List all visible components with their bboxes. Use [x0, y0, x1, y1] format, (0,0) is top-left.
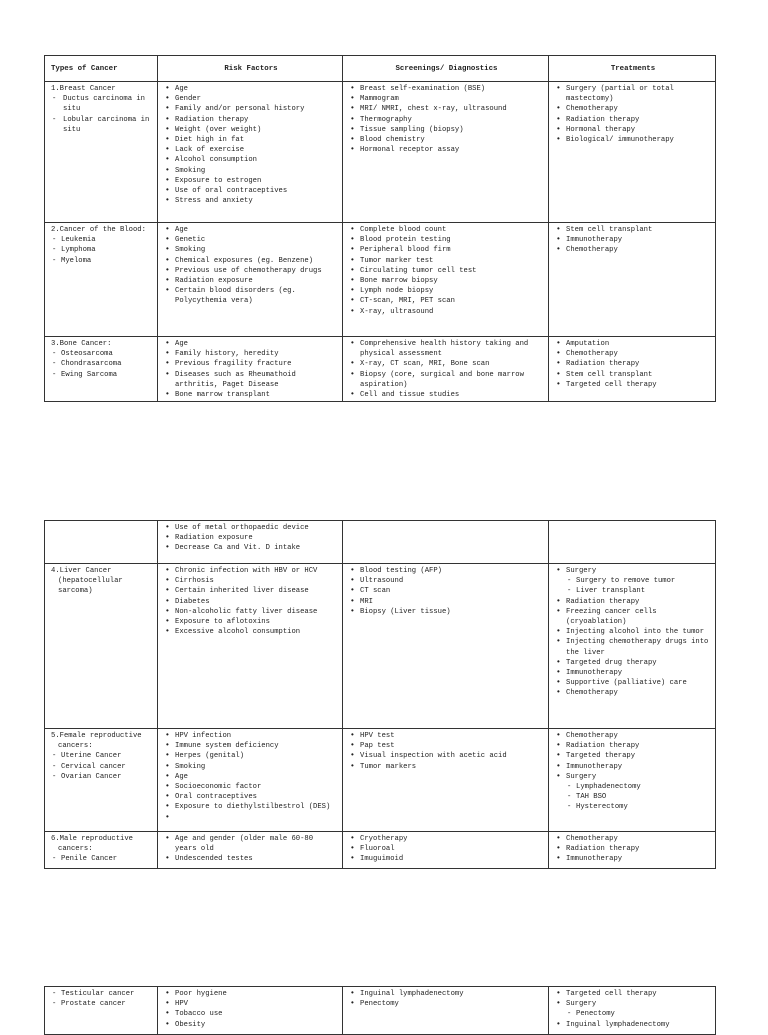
treatment-surgery-label: Surgery: [566, 567, 597, 575]
list-item: • Age: [164, 772, 338, 782]
risk-factor-list: [164, 566, 338, 637]
risk-factor-list: [164, 339, 338, 400]
cancer-type-title: 1.Breast Cancer: [51, 85, 116, 93]
list-item: • Blood testing (AFP): [349, 566, 544, 576]
cell-risk-factors: [158, 82, 343, 223]
risk-factor-list: [164, 731, 338, 823]
cell-screenings: [343, 832, 549, 869]
list-item: • Age: [164, 339, 338, 349]
list-item: • Targeted drug therapy: [555, 658, 711, 668]
list-item: • HPV: [164, 999, 338, 1009]
cancer-subtype-list: [51, 751, 153, 782]
list-item: • Excessive alcohol consumption: [164, 627, 338, 637]
list-item: • Chronic infection with HBV or HCV: [164, 566, 338, 576]
list-item: • Targeted therapy: [555, 751, 711, 761]
cancer-subtype: - Lymphoma: [51, 245, 153, 255]
list-item: • Gender: [164, 94, 338, 104]
list-item: • Comprehensive health history taking and physical assessment: [349, 339, 544, 359]
list-item: - Liver transplant: [566, 586, 711, 596]
list-item: • Injecting chemotherapy drugs into the liver: [555, 637, 711, 657]
table-row-male-reproductive-cancers-continued: [45, 987, 716, 1035]
treatment-list: [555, 339, 711, 390]
list-item: • Biopsy (Liver tissue): [349, 607, 544, 617]
cell-screenings: [343, 564, 549, 729]
cancer-subtype: - Ewing Sarcoma: [51, 370, 153, 380]
list-item: • Exposure to aflotoxins: [164, 617, 338, 627]
list-item: • Targeted cell therapy: [555, 989, 711, 999]
list-item: • Diet high in fat: [164, 135, 338, 145]
list-item: • Diabetes: [164, 597, 338, 607]
cancer-subtype: - Osteosarcoma: [51, 349, 153, 359]
list-item: • Certain inherited liver disease: [164, 586, 338, 596]
table-row-liver-cancer: [45, 564, 716, 729]
list-item: • Diseases such as Rheumathoid arthritis, Paget Disease: [164, 370, 338, 390]
cancer-subtype: - Leukemia: [51, 235, 153, 245]
cell-screenings: [343, 729, 549, 832]
risk-factor-list: [164, 523, 338, 554]
list-item: • Supportive (palliative) care: [555, 678, 711, 688]
list-item: • Previous fragility fracture: [164, 359, 338, 369]
cancer-subtype: - Ovarian Cancer: [51, 772, 153, 782]
list-item: - Surgery to remove tumor: [566, 576, 711, 586]
list-item: • Smoking: [164, 762, 338, 772]
cancer-table-page-1: [44, 55, 716, 402]
list-item: • Inguinal lymphadenectomy: [555, 1020, 711, 1030]
cancer-subtype: - Lobular carcinoma in situ: [51, 115, 153, 135]
list-item: • Freezing cancer cells (cryoablation): [555, 607, 711, 627]
cell-cancer-type: [45, 832, 158, 869]
cell-screenings: [343, 223, 549, 337]
list-item: • Chemotherapy: [555, 731, 711, 741]
risk-factor-list: [164, 225, 338, 307]
list-item: • Amputation: [555, 339, 711, 349]
cancer-table-page-3: [44, 986, 716, 1035]
list-item: • Thermography: [349, 115, 544, 125]
cancer-type-title: 5.Female reproductive cancers:: [51, 732, 142, 751]
list-item: • Circulating tumor cell test: [349, 266, 544, 276]
cell-treatments: [549, 987, 716, 1035]
list-item: • Family and/or personal history: [164, 104, 338, 114]
list-item: • HPV infection: [164, 731, 338, 741]
cell-cancer-type: [45, 564, 158, 729]
list-item: • Immunotherapy: [555, 668, 711, 678]
cancer-subtype: - Myeloma: [51, 256, 153, 266]
list-item: • Targeted cell therapy: [555, 380, 711, 390]
risk-factor-list: [164, 834, 338, 865]
list-item: • Visual inspection with acetic acid: [349, 751, 544, 761]
list-item: • Chemotherapy: [555, 245, 711, 255]
list-item: • Bone marrow transplant: [164, 390, 338, 400]
list-item: • MRI: [349, 597, 544, 607]
list-item: • Inguinal lymphadenectomy: [349, 989, 544, 999]
cell-cancer-type: [45, 521, 158, 564]
list-item: • Biopsy (core, surgical and bone marrow aspiration): [349, 370, 544, 390]
treatment-list: [555, 84, 711, 145]
cell-cancer-type: [45, 987, 158, 1035]
screening-list: [349, 339, 544, 400]
list-item: • Radiation therapy: [555, 844, 711, 854]
cancer-type-title: 6.Male reproductive cancers:: [51, 835, 133, 854]
list-item: • Stem cell transplant: [555, 225, 711, 235]
list-item: • Blood protein testing: [349, 235, 544, 245]
header-types-of-cancer: Types of Cancer: [45, 56, 158, 82]
table-row-breast-cancer: [45, 82, 716, 223]
list-item: • Exposure to diethylstilbestrol (DES): [164, 802, 338, 812]
table-row-blood-cancer: [45, 223, 716, 337]
list-item: • Immune system deficiency: [164, 741, 338, 751]
header-treatments: Treatments: [549, 56, 716, 82]
screening-list: [349, 731, 544, 772]
header-risk-factors: Risk Factors: [158, 56, 343, 82]
list-item: • Surgery (partial or total mastectomy): [555, 84, 711, 104]
list-item: • Radiation exposure: [164, 533, 338, 543]
list-item: • Tissue sampling (biopsy): [349, 125, 544, 135]
list-item: • Undescended testes: [164, 854, 338, 864]
list-item: • Radiation therapy: [555, 597, 711, 607]
list-item: • Complete blood count: [349, 225, 544, 235]
list-item: • Pap test: [349, 741, 544, 751]
risk-factor-list: [164, 84, 338, 206]
cell-screenings: [343, 987, 549, 1035]
list-item: • Exposure to estrogen: [164, 176, 338, 186]
cell-risk-factors: [158, 832, 343, 869]
list-item: • Chemical exposures (eg. Benzene): [164, 256, 338, 266]
screening-list: [349, 989, 544, 1009]
list-item: • Penectomy: [349, 999, 544, 1009]
list-item: • Radiation therapy: [555, 741, 711, 751]
list-item: • Cryotherapy: [349, 834, 544, 844]
list-item: • Use of metal orthopaedic device: [164, 523, 338, 533]
list-item: • Smoking: [164, 166, 338, 176]
cancer-type-title: 3.Bone Cancer:: [51, 340, 112, 348]
surgery-sub-list: [566, 782, 711, 813]
cancer-table-page-2: [44, 520, 716, 869]
screening-list: [349, 84, 544, 155]
list-item: • Ultrasound: [349, 576, 544, 586]
screening-list: [349, 566, 544, 617]
list-item: • Age and gender (older male 60-80 years old: [164, 834, 338, 854]
treatment-list: [555, 566, 711, 699]
list-item: • Certain blood disorders (eg. Polycythemia vera): [164, 286, 338, 306]
list-item: • Injecting alcohol into the tumor: [555, 627, 711, 637]
list-item: • CT scan: [349, 586, 544, 596]
table-row-female-reproductive-cancers: [45, 729, 716, 832]
cell-risk-factors: [158, 337, 343, 402]
list-item: • Tobacco use: [164, 1009, 338, 1019]
table-row-bone-cancer-continued: [45, 521, 716, 564]
list-item: • MRI/ NMRI, chest x-ray, ultrasound: [349, 104, 544, 114]
list-item: • Lack of exercise: [164, 145, 338, 155]
list-item: • Chemotherapy: [555, 104, 711, 114]
treatment-list: [555, 225, 711, 256]
list-item: • Chemotherapy: [555, 834, 711, 844]
list-item: • Genetic: [164, 235, 338, 245]
list-item: - Penectomy: [566, 1009, 711, 1019]
list-item: • Radiation therapy: [164, 115, 338, 125]
list-item: • Imuguimoid: [349, 854, 544, 864]
list-item: • Biological/ immunotherapy: [555, 135, 711, 145]
cancer-type-title: 2.Cancer of the Blood:: [51, 226, 146, 234]
cell-risk-factors: [158, 729, 343, 832]
list-item: • Immunotherapy: [555, 762, 711, 772]
screening-list: [349, 225, 544, 317]
list-item: • Immunotherapy: [555, 235, 711, 245]
cancer-subtype: - Penile Cancer: [51, 854, 153, 864]
list-item: • Peripheral blood firm: [349, 245, 544, 255]
list-item: [164, 813, 338, 823]
cell-treatments: [549, 832, 716, 869]
cancer-type-title: 4.Liver Cancer (hepatocellular sarcoma): [51, 567, 123, 596]
cancer-subtype-list: [51, 94, 153, 135]
list-item: [555, 772, 711, 813]
list-item: • Oral contraceptives: [164, 792, 338, 802]
cell-treatments: [549, 82, 716, 223]
list-item: • Lymph node biopsy: [349, 286, 544, 296]
list-item: • Stress and anxiety: [164, 196, 338, 206]
treatment-surgery-label: Surgery: [566, 772, 597, 781]
list-item: • Immunotherapy: [555, 854, 711, 864]
cell-treatments: [549, 223, 716, 337]
cell-screenings: [343, 337, 549, 402]
list-item: • Hormonal therapy: [555, 125, 711, 135]
list-item: - Lymphadenectomy: [566, 782, 711, 792]
cell-treatments: [549, 521, 716, 564]
cell-cancer-type: [45, 82, 158, 223]
list-item: • X-ray, CT scan, MRI, Bone scan: [349, 359, 544, 369]
list-item: • Use of oral contraceptives: [164, 186, 338, 196]
list-item: • Chemotherapy: [555, 349, 711, 359]
list-item: • Alcohol consumption: [164, 155, 338, 165]
table-header-row: [45, 56, 716, 82]
cell-risk-factors: [158, 987, 343, 1035]
list-item: • Age: [164, 84, 338, 94]
list-item: • Family history, heredity: [164, 349, 338, 359]
list-item: • Blood chemistry: [349, 135, 544, 145]
list-item: • X-ray, ultrasound: [349, 307, 544, 317]
list-item: • Decrease Ca and Vit. D intake: [164, 543, 338, 553]
treatment-list: [555, 834, 711, 865]
cancer-subtype: - Cervical cancer: [51, 762, 153, 772]
list-item: • Stem cell transplant: [555, 370, 711, 380]
list-item: • Radiation therapy: [555, 359, 711, 369]
treatment-surgery-label: Surgery: [566, 1000, 597, 1009]
treatment-list: [555, 731, 711, 813]
cancer-subtype-list: [51, 854, 153, 864]
list-item: • Non-alcoholic fatty liver disease: [164, 607, 338, 617]
cell-cancer-type: [45, 729, 158, 832]
cancer-subtype-list: [51, 349, 153, 380]
list-item: • HPV test: [349, 731, 544, 741]
list-item: • Breast self-examination (BSE): [349, 84, 544, 94]
list-item: • Radiation therapy: [555, 115, 711, 125]
table-row-male-reproductive-cancers: [45, 832, 716, 869]
list-item: • Cell and tissue studies: [349, 390, 544, 400]
list-item: • Smoking: [164, 245, 338, 255]
list-item: • Previous use of chemotherapy drugs: [164, 266, 338, 276]
cell-cancer-type: [45, 223, 158, 337]
list-item: • Herpes (genital): [164, 751, 338, 761]
header-screenings-diagnostics: Screenings/ Diagnostics: [343, 56, 549, 82]
list-item: • Obesity: [164, 1020, 338, 1030]
list-item: - Hysterectomy: [566, 802, 711, 812]
cancer-subtype: - Ductus carcinoma in situ: [51, 94, 153, 114]
cell-risk-factors: [158, 521, 343, 564]
list-item: • Bone marrow biopsy: [349, 276, 544, 286]
list-item: • Socioeconomic factor: [164, 782, 338, 792]
list-item: • Mammogram: [349, 94, 544, 104]
cell-screenings: [343, 82, 549, 223]
screening-list: [349, 834, 544, 865]
cancer-subtype: - Chondrasarcoma: [51, 359, 153, 369]
cell-risk-factors: [158, 223, 343, 337]
list-item: • Cirrhosis: [164, 576, 338, 586]
list-item: • Hormonal receptor assay: [349, 145, 544, 155]
list-item: - TAH BSO: [566, 792, 711, 802]
cancer-subtype-list: [51, 989, 153, 1009]
list-item: • Age: [164, 225, 338, 235]
cell-screenings: [343, 521, 549, 564]
cancer-subtype-list: [51, 235, 153, 266]
table-row-bone-cancer: [45, 337, 716, 402]
cell-treatments: [549, 337, 716, 402]
list-item: • Tumor marker test: [349, 256, 544, 266]
list-item: • Fluoroal: [349, 844, 544, 854]
cancer-subtype: - Testicular cancer: [51, 989, 153, 999]
surgery-sub-list: [566, 576, 711, 596]
cell-treatments: [549, 564, 716, 729]
list-item: [555, 566, 711, 597]
list-item: • Chemotherapy: [555, 688, 711, 698]
list-item: • Tumor markers: [349, 762, 544, 772]
cell-risk-factors: [158, 564, 343, 729]
list-item: • CT-scan, MRI, PET scan: [349, 296, 544, 306]
list-item: • Poor hygiene: [164, 989, 338, 999]
list-item: • Radiation exposure: [164, 276, 338, 286]
cancer-subtype: - Uterine Cancer: [51, 751, 153, 761]
cancer-subtype: - Prostate cancer: [51, 999, 153, 1009]
list-item: [555, 999, 711, 1019]
surgery-sub-list: [566, 1009, 711, 1019]
cell-treatments: [549, 729, 716, 832]
list-item: • Weight (over weight): [164, 125, 338, 135]
cell-cancer-type: [45, 337, 158, 402]
